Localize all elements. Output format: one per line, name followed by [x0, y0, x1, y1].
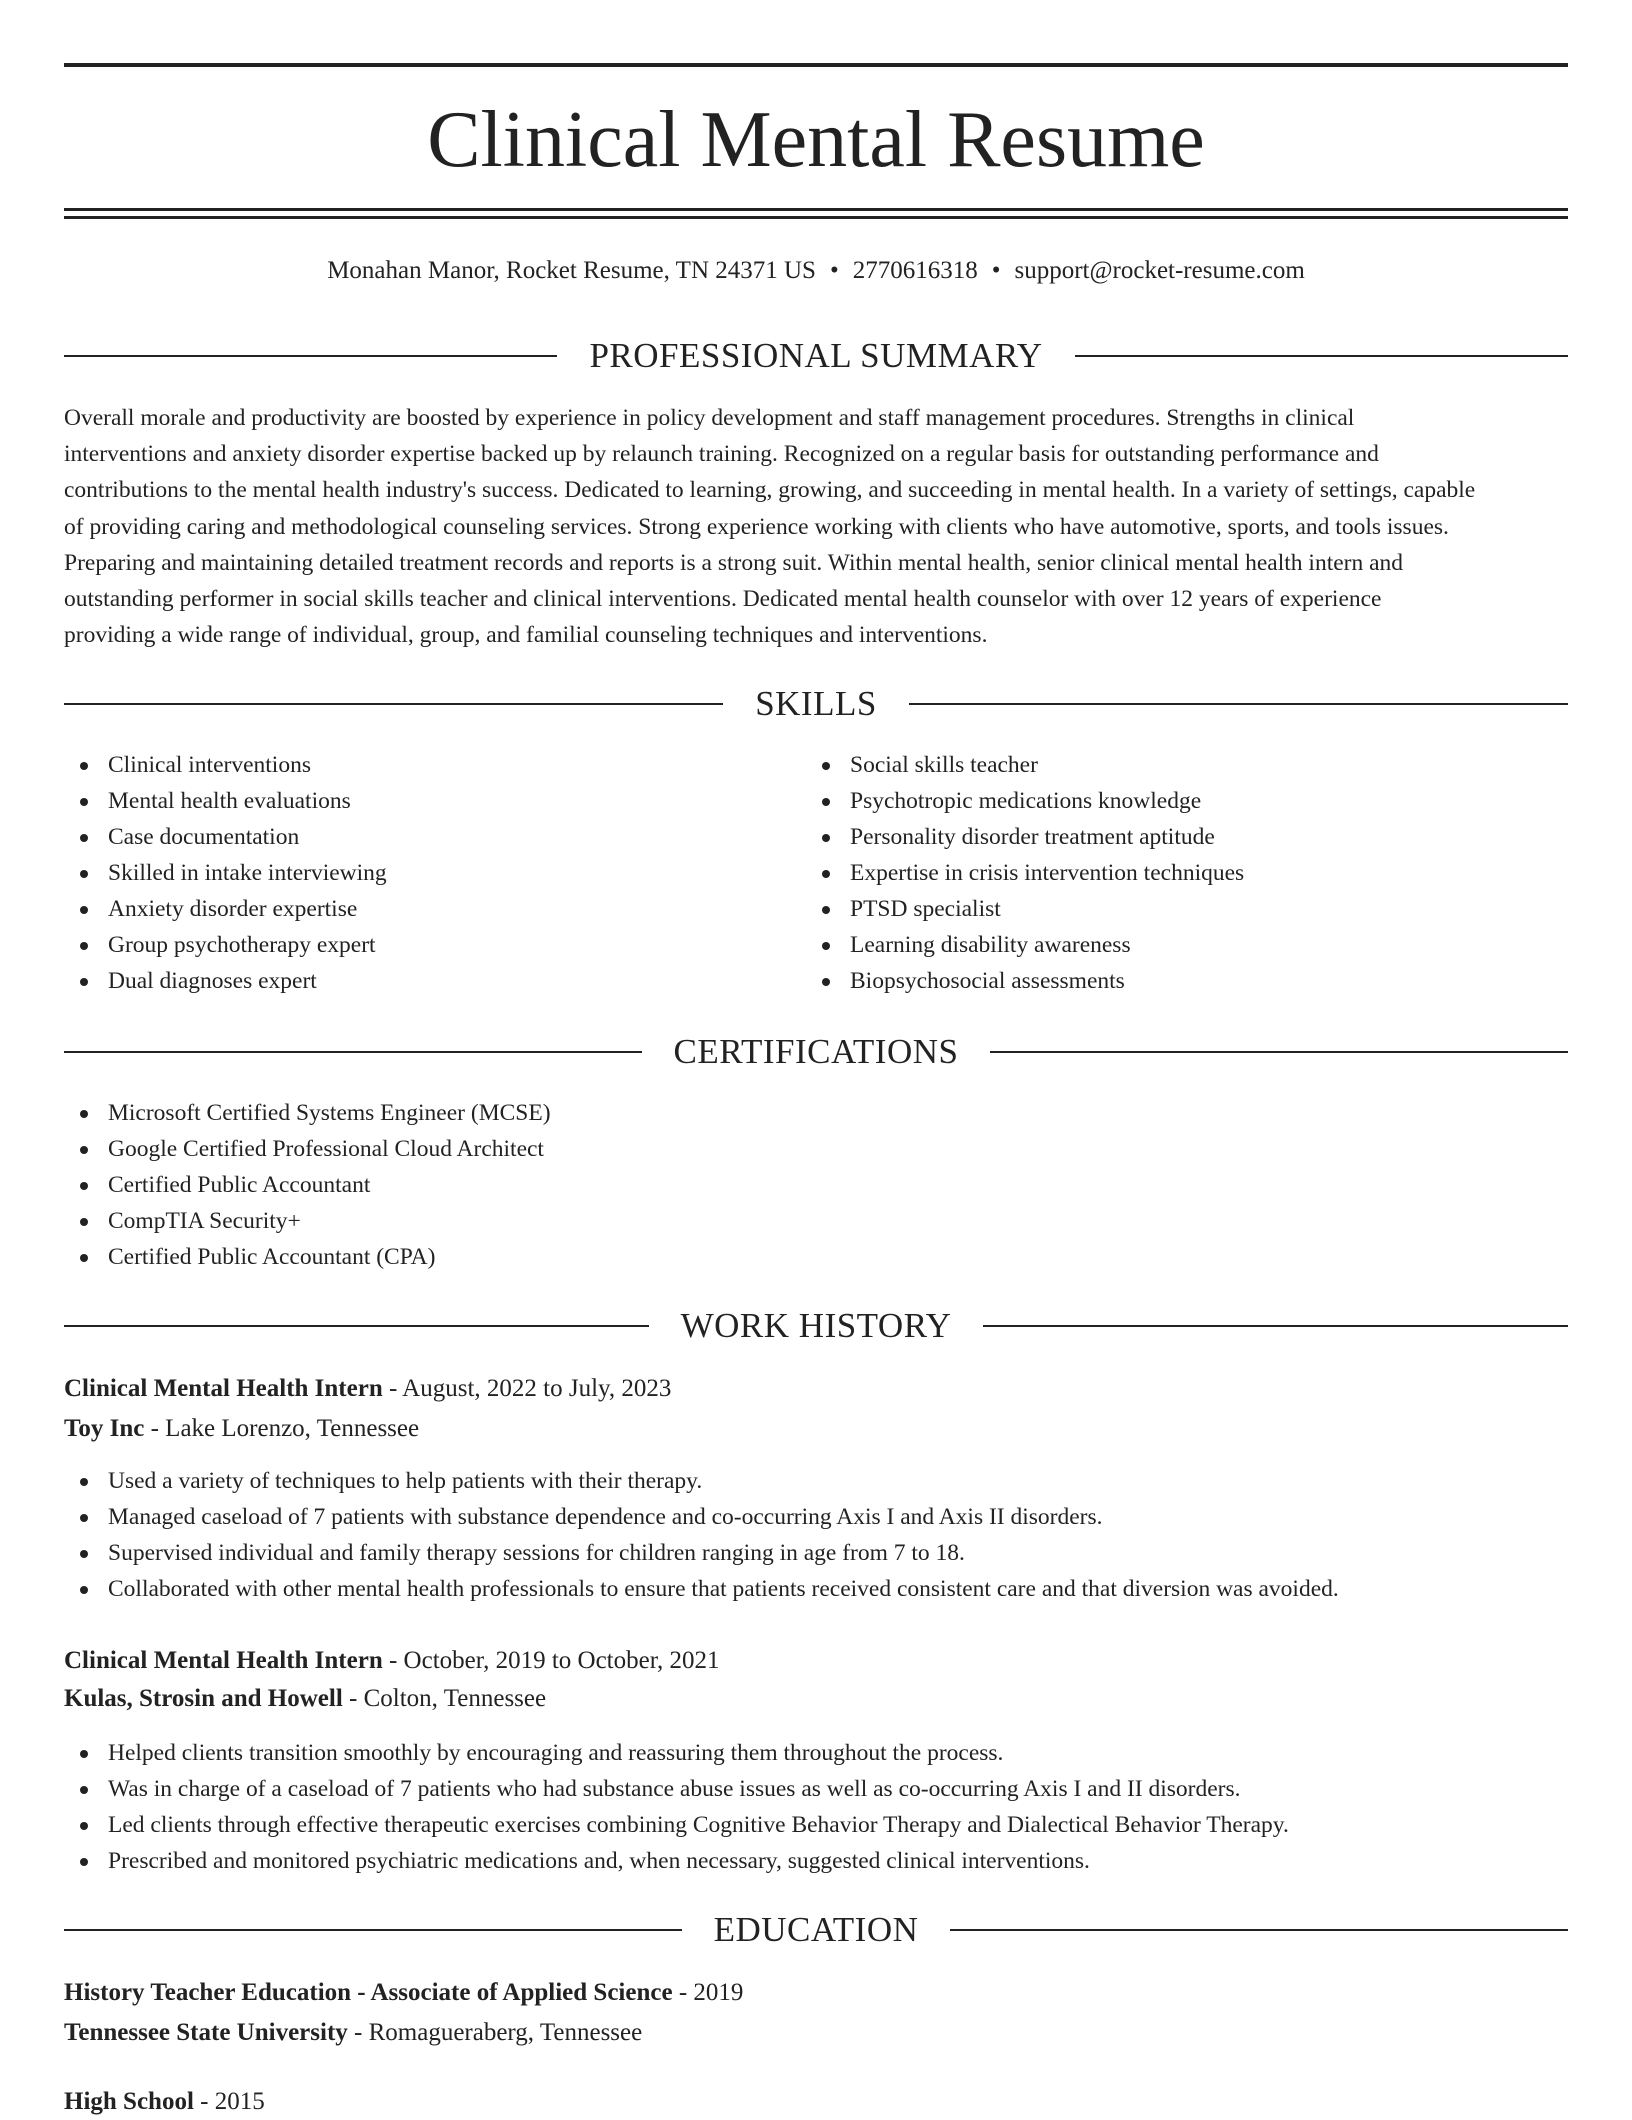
skill-text: Clinical interventions [108, 752, 311, 778]
bullet-icon [80, 1822, 88, 1830]
list-item [64, 783, 804, 819]
heading-rule-left [64, 1325, 649, 1327]
bullet-icon [822, 798, 830, 806]
double-rule-lower [64, 216, 1568, 219]
job-title: Clinical Mental Health Intern [64, 1647, 383, 1674]
education-location: - Romagueraberg, Tennessee [347, 2019, 643, 2046]
heading-rule-right [950, 1929, 1568, 1931]
list-item [64, 1807, 1568, 1843]
bullet-icon [822, 762, 830, 770]
bullet-icon [80, 798, 88, 806]
education-year: - 2019 [672, 1979, 744, 2006]
skill-text: Expertise in crisis intervention techniques [850, 860, 1245, 886]
section-heading-education [64, 1910, 1568, 1950]
section-title: PROFESSIONAL SUMMARY [589, 336, 1043, 375]
section-heading-certifications [64, 1032, 1568, 1072]
bullet-icon [822, 978, 830, 986]
list-item [64, 963, 804, 999]
skill-text: Anxiety disorder expertise [108, 896, 358, 922]
education-school: Tennessee State University [64, 2019, 348, 2046]
summary-line: interventions and anxiety disorder expertise backed up by relaunch training. Recognized on a regular basis for outstanding performance and [64, 441, 1379, 468]
bullet-icon [80, 1254, 88, 1262]
job-bullets [64, 1735, 1568, 1879]
bullet-icon [80, 1182, 88, 1190]
contact-separator: • [991, 257, 1001, 284]
list-item [64, 1131, 1568, 1167]
bullet-icon [80, 870, 88, 878]
heading-rule-left [64, 703, 723, 705]
education-degree: History Teacher Education - Associate of Applied Science [64, 1979, 673, 2006]
job-bullet-text: Managed caseload of 7 patients with substance dependence and co-occurring Axis I and Axis II disorders. [108, 1504, 1103, 1530]
skill-text: Case documentation [108, 824, 300, 850]
list-item [806, 783, 1566, 819]
bullet-icon [80, 906, 88, 914]
section-title: EDUCATION [713, 1910, 919, 1949]
job-bullet-text: Used a variety of techniques to help patients with their therapy. [108, 1468, 703, 1494]
job-bullet-text: Led clients through effective therapeutic exercises combining Cognitive Behavior Therapy and Dialectical Behavior Therapy. [108, 1812, 1289, 1838]
section-heading-skills [64, 684, 1568, 724]
skill-text: Group psychotherapy expert [108, 932, 376, 958]
job-title-line [64, 1371, 1568, 1407]
bullet-icon [80, 1786, 88, 1794]
section-title: WORK HISTORY [680, 1306, 952, 1345]
list-item [64, 1571, 1568, 1607]
job-dates: - October, 2019 to October, 2021 [382, 1647, 720, 1674]
skill-text: Social skills teacher [850, 752, 1038, 778]
job-location: - Colton, Tennessee [342, 1685, 547, 1712]
list-item [64, 1463, 1568, 1499]
bullet-icon [822, 834, 830, 842]
list-item [64, 1499, 1568, 1535]
list-item [806, 747, 1566, 783]
skill-text: Learning disability awareness [850, 932, 1131, 958]
certification-text: Microsoft Certified Systems Engineer (MCSE) [108, 1100, 551, 1126]
professional-summary [64, 400, 1568, 653]
summary-line: outstanding performer in social skills teacher and clinical interventions. Dedicated mental health counselor with over 12 years of experience [64, 586, 1382, 613]
double-rule-upper [64, 208, 1568, 211]
bullet-icon [80, 834, 88, 842]
job-title-line [64, 1643, 1568, 1679]
list-item [64, 1735, 1568, 1771]
bullet-icon [80, 1750, 88, 1758]
list-item [806, 963, 1566, 999]
section-heading-summary [64, 336, 1568, 376]
education-degree-line [64, 1975, 1568, 2011]
bullet-icon [822, 870, 830, 878]
list-item [806, 819, 1566, 855]
bullet-icon [80, 1478, 88, 1486]
section-title: SKILLS [755, 684, 877, 723]
skills-list-right [806, 747, 1566, 999]
job-bullet-text: Was in charge of a caseload of 7 patients who had substance abuse issues as well as co-occurring Axis I and II disorders. [108, 1776, 1241, 1802]
bullet-icon [80, 1550, 88, 1558]
list-item [64, 1203, 1568, 1239]
education-school-line [64, 2015, 1568, 2051]
certification-text: CompTIA Security+ [108, 1208, 301, 1234]
list-item [64, 1843, 1568, 1879]
certification-text: Certified Public Accountant [108, 1172, 371, 1198]
section-title: CERTIFICATIONS [673, 1032, 959, 1071]
skill-text: Psychotropic medications knowledge [850, 788, 1202, 814]
list-item [64, 819, 804, 855]
skill-text: Mental health evaluations [108, 788, 351, 814]
summary-line: of providing caring and methodological counseling services. Strong experience working with clients who have automotive, sports, and tools issues. [64, 513, 1449, 540]
summary-line: Preparing and maintaining detailed treatment records and reports is a strong suit. Within mental health, senior clinical mental health intern and [64, 549, 1404, 576]
job-company: Kulas, Strosin and Howell [64, 1685, 343, 1712]
list-item [64, 1535, 1568, 1571]
heading-rule-right [1075, 355, 1568, 357]
list-item [64, 927, 804, 963]
job-location: - Lake Lorenzo, Tennessee [144, 1415, 420, 1442]
bullet-icon [80, 1218, 88, 1226]
bullet-icon [80, 1146, 88, 1154]
bullet-icon [80, 1858, 88, 1866]
list-item [64, 1095, 1568, 1131]
summary-line: Overall morale and productivity are boosted by experience in policy development and staff management procedures. Strengths in clinical [64, 405, 1355, 431]
skill-text: Skilled in intake interviewing [108, 860, 387, 886]
bullet-icon [80, 1514, 88, 1522]
education-degree: High School [64, 2088, 194, 2115]
list-item [64, 747, 804, 783]
summary-line: providing a wide range of individual, group, and familial counseling techniques and interventions. [64, 622, 988, 649]
list-item [64, 1239, 1568, 1275]
skill-text: PTSD specialist [850, 896, 1001, 922]
list-item [64, 891, 804, 927]
contact-line [64, 256, 1568, 286]
skill-text: Dual diagnoses expert [108, 968, 317, 994]
job-company-line [64, 1411, 1568, 1447]
job-bullet-text: Prescribed and monitored psychiatric medications and, when necessary, suggested clinical interventions. [108, 1848, 1090, 1874]
list-item [806, 855, 1566, 891]
list-item [806, 891, 1566, 927]
bullet-icon [822, 942, 830, 950]
contact-address: Monahan Manor, Rocket Resume, TN 24371 US [327, 257, 816, 284]
job-title: Clinical Mental Health Intern [64, 1375, 383, 1402]
certification-text: Google Certified Professional Cloud Architect [108, 1136, 544, 1162]
contact-separator: • [829, 257, 839, 284]
list-item [64, 1167, 1568, 1203]
bullet-icon [80, 1586, 88, 1594]
skill-text: Personality disorder treatment aptitude [850, 824, 1215, 850]
heading-rule-left [64, 355, 557, 357]
summary-line: contributions to the mental health industry's success. Dedicated to learning, growing, and succeeding in mental health. In a variety of settings, capable [64, 477, 1476, 504]
job-bullet-text: Collaborated with other mental health professionals to ensure that patients received consistent care and that diversion was avoided. [108, 1576, 1339, 1602]
job-company: Toy Inc [64, 1415, 145, 1442]
heading-rule-left [64, 1929, 682, 1931]
job-bullet-text: Supervised individual and family therapy sessions for children ranging in age from 7 to 18. [108, 1540, 965, 1566]
bullet-icon [80, 1110, 88, 1118]
heading-rule-left [64, 1051, 642, 1053]
job-company-line [64, 1681, 1568, 1717]
education-degree-line [64, 2084, 1568, 2120]
heading-rule-right [983, 1325, 1568, 1327]
list-item [806, 927, 1566, 963]
certification-text: Certified Public Accountant (CPA) [108, 1244, 436, 1270]
list-item [64, 855, 804, 891]
job-bullet-text: Helped clients transition smoothly by encouraging and reassuring them throughout the process. [108, 1740, 1004, 1766]
heading-rule-right [990, 1051, 1568, 1053]
section-heading-work-history [64, 1306, 1568, 1346]
contact-phone: 2770616318 [852, 257, 978, 284]
skills-list-left [64, 747, 804, 999]
bullet-icon [80, 942, 88, 950]
contact-email: support@rocket-resume.com [1014, 257, 1305, 284]
bullet-icon [822, 906, 830, 914]
job-dates: - August, 2022 to July, 2023 [382, 1375, 672, 1402]
top-rule [64, 63, 1568, 67]
bullet-icon [80, 762, 88, 770]
heading-rule-right [909, 703, 1568, 705]
certifications-list [64, 1095, 1568, 1275]
bullet-icon [80, 978, 88, 986]
list-item [64, 1771, 1568, 1807]
job-bullets [64, 1463, 1568, 1607]
education-year: - 2015 [193, 2088, 265, 2115]
resume-title: Clinical Mental Resume [427, 96, 1205, 184]
skill-text: Biopsychosocial assessments [850, 968, 1125, 994]
